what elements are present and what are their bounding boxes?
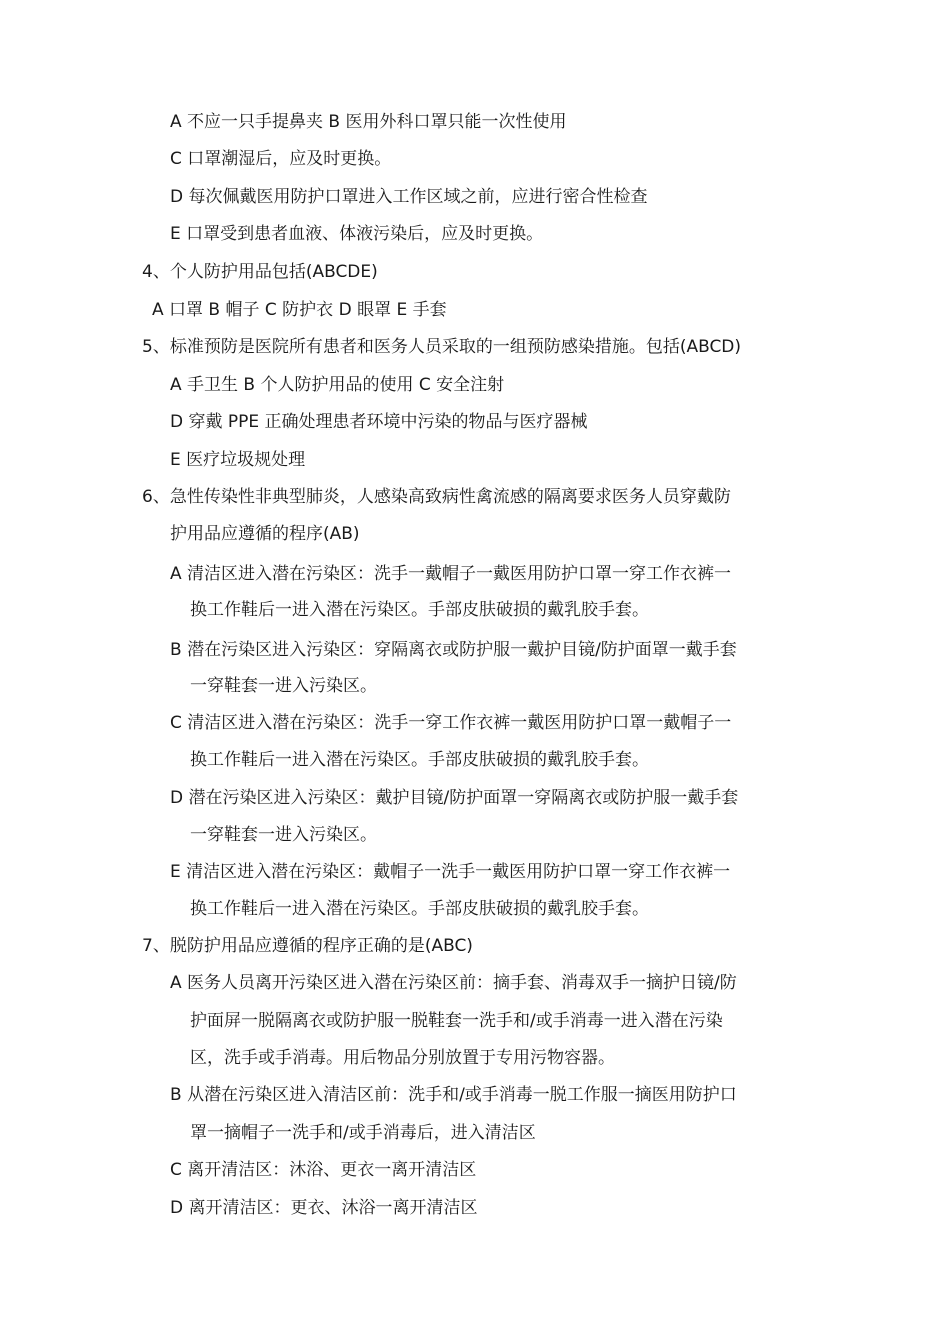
q7-option-b-line1: B 从潜在污染区进入清洁区前：洗手和/或手消毒一脱工作服一摘医用防护口 <box>170 1085 737 1105</box>
q6-option-b-line1: B 潜在污染区进入污染区：穿隔离衣或防护服一戴护目镜/防护面罩一戴手套 <box>170 640 737 660</box>
q6-option-c-line2: 换工作鞋后一进入潜在污染区。手部皮肤破损的戴乳胶手套。 <box>190 750 649 770</box>
q3-option-e: E 口罩受到患者血液、体液污染后，应及时更换。 <box>170 224 544 244</box>
q3-option-c: C 口罩潮湿后，应及时更换。 <box>170 149 392 169</box>
q4-question: 4、个人防护用品包括(ABCDE) <box>142 262 378 282</box>
q5-question: 5、标准预防是医院所有患者和医务人员采取的一组预防感染措施。包括(ABCD) <box>142 337 742 357</box>
q7-option-d: D 离开清洁区：更衣、沐浴一离开清洁区 <box>170 1198 478 1218</box>
q6-option-d-line1: D 潜在污染区进入污染区：戴护目镜/防护面罩一穿隔离衣或防护服一戴手套 <box>170 788 739 808</box>
q6-option-e-line1: E 清洁区进入潜在污染区：戴帽子一洗手一戴医用防护口罩一穿工作衣裤一 <box>170 862 731 882</box>
q7-option-b-line2: 罩一摘帽子一洗手和/或手消毒后，进入清洁区 <box>190 1123 536 1143</box>
q3-option-d: D 每次佩戴医用防护口罩进入工作区域之前，应进行密合性检查 <box>170 187 648 207</box>
q6-option-a-line1: A 清洁区进入潜在污染区：洗手一戴帽子一戴医用防护口罩一穿工作衣裤一 <box>170 564 732 584</box>
q7-option-a-line2: 护面屏一脱隔离衣或防护服一脱鞋套一洗手和/或手消毒一进入潜在污染 <box>190 1011 723 1031</box>
q6-option-c-line1: C 清洁区进入潜在污染区：洗手一穿工作衣裤一戴医用防护口罩一戴帽子一 <box>170 713 732 733</box>
q3-option-ab: A 不应一只手提鼻夹 B 医用外科口罩只能一次性使用 <box>170 112 567 132</box>
q5-option-abc: A 手卫生 B 个人防护用品的使用 C 安全注射 <box>170 375 505 395</box>
q5-option-e: E 医疗垃圾规处理 <box>170 450 306 470</box>
q5-option-d: D 穿戴 PPE 正确处理患者环境中污染的物品与医疗器械 <box>170 412 588 432</box>
q7-option-c: C 离开清洁区：沐浴、更衣一离开清洁区 <box>170 1160 477 1180</box>
q6-option-a-line2: 换工作鞋后一进入潜在污染区。手部皮肤破损的戴乳胶手套。 <box>190 600 649 620</box>
q6-question-line1: 6、急性传染性非典型肺炎，人感染高致病性禽流感的隔离要求医务人员穿戴防 <box>142 487 731 507</box>
q7-option-a-line1: A 医务人员离开污染区进入潜在污染区前：摘手套、消毒双手一摘护日镜/防 <box>170 973 737 993</box>
q6-question-line2: 护用品应遵循的程序(AB) <box>170 524 360 544</box>
q6-option-d-line2: 一穿鞋套一进入污染区。 <box>190 825 377 845</box>
q7-question: 7、脱防护用品应遵循的程序正确的是(ABC) <box>142 936 473 956</box>
q6-option-e-line2: 换工作鞋后一进入潜在污染区。手部皮肤破损的戴乳胶手套。 <box>190 899 649 919</box>
q7-option-a-line3: 区，洗手或手消毒。用后物品分别放置于专用污物容器。 <box>190 1048 615 1068</box>
q4-options: A 口罩 B 帽子 C 防护衣 D 眼罩 E 手套 <box>152 300 447 320</box>
q6-option-b-line2: 一穿鞋套一进入污染区。 <box>190 676 377 696</box>
